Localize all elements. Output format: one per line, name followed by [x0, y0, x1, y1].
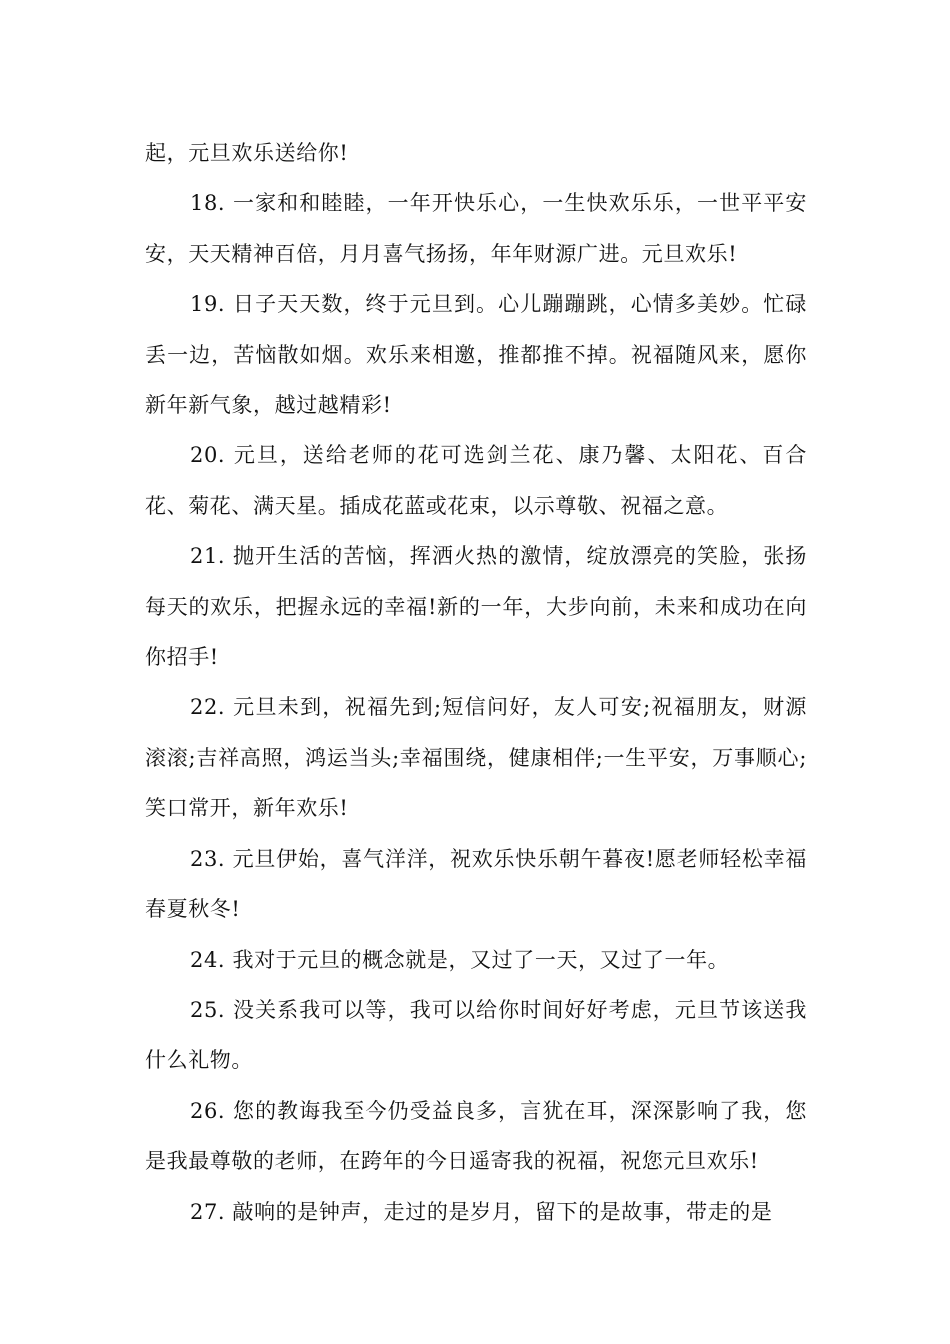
paragraph-item-18: 18. 一家和和睦睦，一年开快乐心，一生快欢乐乐，一世平平安安，天天精神百倍，月月喜气扬扬，年年财源广进。元旦欢乐!: [145, 191, 807, 266]
paragraph-item-25: 25. 没关系我可以等，我可以给你时间好好考虑，元旦节该送我什么礼物。: [145, 997, 807, 1073]
paragraph-continuation: 起，元旦欢乐送给你!: [145, 141, 349, 165]
paragraph-item-22: 22. 元旦未到，祝福先到;短信问好，友人可安;祝福朋友，财源滚滚;吉祥高照，鸿运当头;幸福围绕，健康相伴;一生平安，万事顺心;笑口常开，新年欢乐!: [145, 695, 807, 821]
paragraph-item-24: 24. 我对于元旦的概念就是，又过了一天，又过了一年。: [190, 947, 730, 972]
document-body: [145, 128, 807, 1237]
paragraph-item-20: 20. 元旦，送给老师的花可选剑兰花、康乃馨、太阳花、百合花、菊花、满天星。插成花蓝或花束，以示尊敬、祝福之意。: [145, 443, 807, 518]
paragraph-item-23: 23. 元旦伊始，喜气洋洋，祝欢乐快乐朝午暮夜!愿老师轻松幸福春夏秋冬!: [145, 846, 807, 922]
paragraph-item-26: 26. 您的教诲我至今仍受益良多，言犹在耳，深深影响了我，您是我最尊敬的老师，在跨年的今日遥寄我的祝福，祝您元旦欢乐!: [145, 1098, 807, 1174]
paragraph-item-27: 27. 敲响的是钟声，走过的是岁月，留下的是故事，带走的是: [190, 1199, 773, 1224]
paragraph-item-21: 21. 抛开生活的苦恼，挥洒火热的激情，绽放漂亮的笑脸，张扬每天的欢乐，把握永远的幸福!新的一年，大步向前，未来和成功在向你招手!: [145, 544, 807, 670]
paragraph-item-19: 19. 日子天天数，终于元旦到。心儿蹦蹦跳，心情多美妙。忙碌丢一边，苦恼散如烟。欢乐来相邀，推都推不掉。祝福随风来，愿你新年新气象，越过越精彩!: [145, 292, 807, 418]
